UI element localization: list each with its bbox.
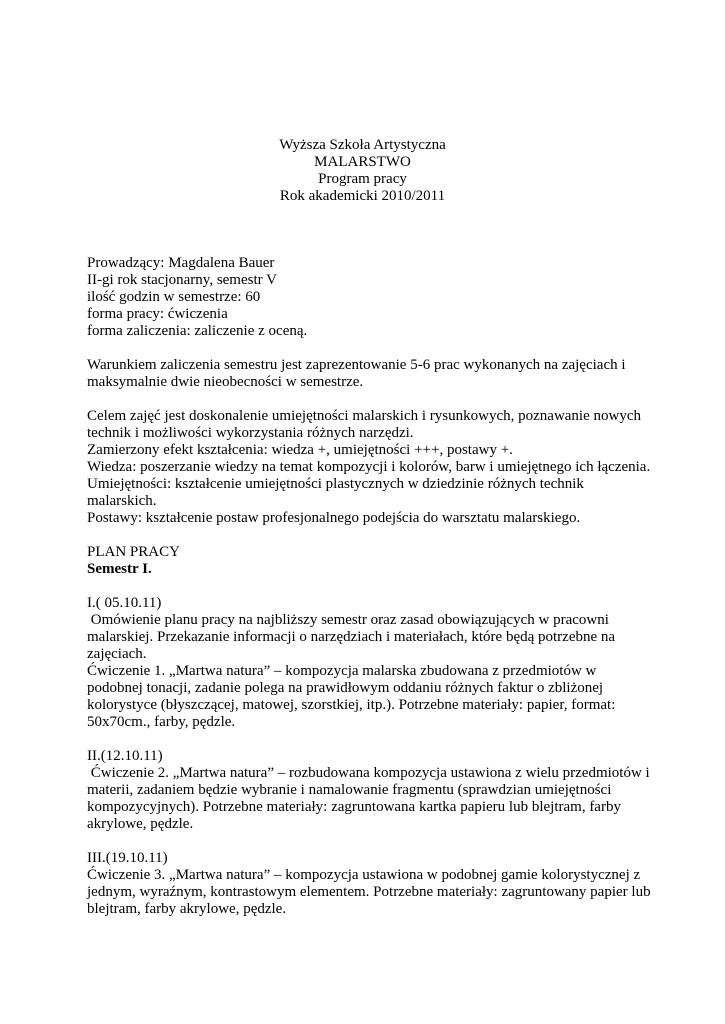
paragraph-line: malarskich. [87,493,157,509]
course-info [87,255,647,340]
info-line-work-form: forma pracy: ćwiczenia [87,306,228,322]
paragraph-line: Wiedza: poszerzanie wiedzy na temat kompozycji i kolorów, barw i umiejętnego ich łączenia. [87,459,651,475]
info-line-hours: ilość godzin w semestrze: 60 [87,289,261,305]
info-line-assessment: forma zaliczenia: zaliczenie z oceną. [87,323,308,339]
paragraph-line: Zamierzony efekt kształcenia: wiedza +, umiejętności +++, postawy +. [87,442,513,458]
session-line: Ćwiczenie 2. „Martwa natura” – rozbudowana kompozycja ustawiona z wielu przedmiotów i [87,765,650,781]
session-date: II.(12.10.11) [87,748,163,764]
session-line: materii, zadaniem będzie wybranie i namalowanie fragmentu (sprawdzian umiejętności [87,782,612,798]
pass-conditions [87,357,647,391]
paragraph-line: technik i możliwości wykorzystania różnych narzędzi. [87,425,414,441]
session-line: kompozycyjnych). Potrzebne materiały: zagruntowana kartka papieru lub blejtram, farby [87,799,621,815]
session-1 [87,595,647,731]
session-line: Omówienie planu pracy na najbliższy semestr oraz zasad obowiązujących w pracowni [87,612,609,628]
session-3 [87,850,651,918]
semester-heading: Semestr I. [87,561,152,577]
plan-title: PLAN PRACY [87,544,180,560]
paragraph-line: Umiejętności: kształcenie umiejętności plastycznych w dziedzinie różnych technik [87,476,584,492]
session-line: zajęciach. [87,646,147,662]
session-line: blejtram, farby akrylowe, pędzle. [87,901,287,917]
session-date: I.( 05.10.11) [87,595,162,611]
academic-year: Rok akademicki 2010/2011 [279,188,446,204]
session-line: kolorystyce (błyszczącej, matowej, szorstkiej, itp.). Potrzebne materiały: papier, format: [87,697,616,713]
subject-title: MALARSTWO [314,154,411,170]
school-name: Wyższa Szkoła Artystyczna [279,137,446,153]
session-2 [87,748,650,833]
document-header [0,137,725,205]
session-line: Ćwiczenie 3. „Martwa natura” – kompozycja ustawiona w podobnej gamie kolorystycznej z [87,867,641,883]
info-line-instructor: Prowadzący: Magdalena Bauer [87,255,275,271]
paragraph-line: Celem zajęć jest doskonalenie umiejętności malarskich i rysunkowych, poznawanie nowych [87,408,641,424]
program-title: Program pracy [318,171,407,187]
paragraph-line: Warunkiem zaliczenia semestru jest zaprezentowanie 5-6 prac wykonanych na zajęciach i [87,357,626,373]
course-goals [87,408,651,527]
info-line-year-semester: II-gi rok stacjonarny, semestr V [87,272,277,288]
session-line: akrylowe, pędzle. [87,816,194,832]
session-line: jednym, wyraźnym, kontrastowym elementem. Potrzebne materiały: zagruntowany papier lub [87,884,651,900]
paragraph-line: maksymalnie dwie nieobecności w semestrze. [87,374,364,390]
session-line: podobnej tonacji, zadanie polega na prawidłowym oddaniu różnych faktur o zbliżonej [87,680,604,696]
session-line: malarskiej. Przekazanie informacji o narzędziach i materiałach, które będą potrzebne na [87,629,616,645]
session-date: III.(19.10.11) [87,850,168,866]
paragraph-line: Postawy: kształcenie postaw profesjonalnego podejścia do warsztatu malarskiego. [87,510,581,526]
session-line: 50x70cm., farby, pędzle. [87,714,236,730]
document-body [87,255,651,918]
session-line: Ćwiczenie 1. „Martwa natura” – kompozycja malarska zbudowana z przedmiotów w [87,663,597,679]
